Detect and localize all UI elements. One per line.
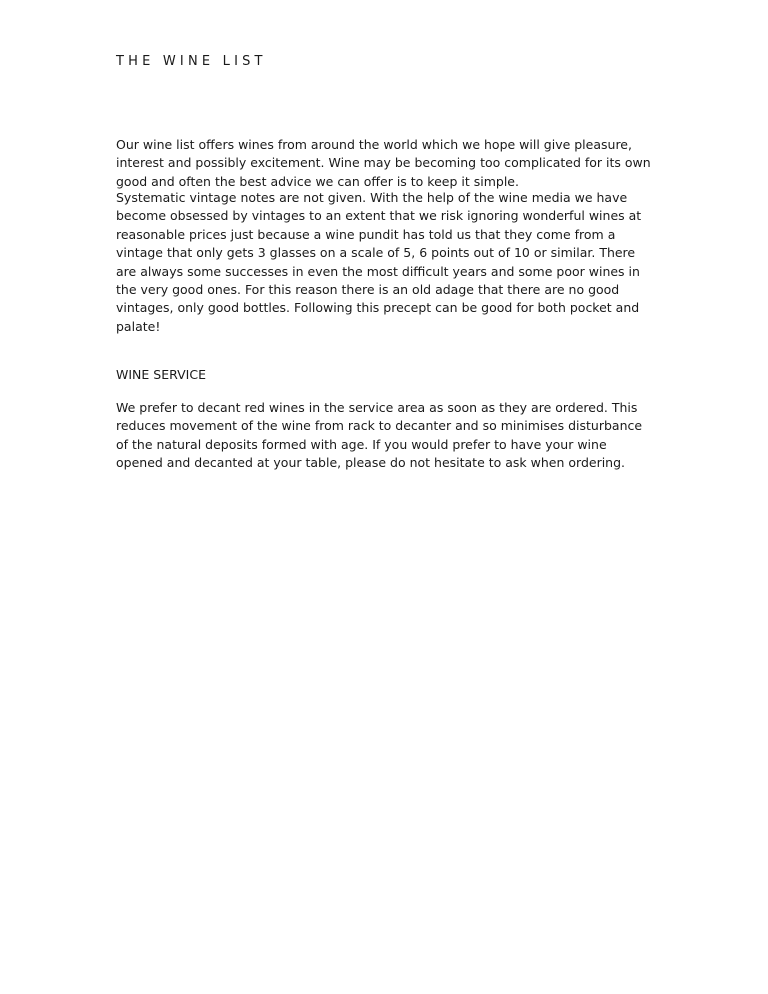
wine-service-heading: WINE SERVICE: [116, 367, 206, 382]
wine-service-paragraph: We prefer to decant red wines in the service area as soon as they are ordered. This reduces movement of the wine from rack to decanter and so minimises disturbance of the natural deposits formed with age. If you would prefer to have your wine opened and decanted at your table, please do not hesitate to ask when ordering.: [116, 400, 643, 471]
intro-paragraph-2: Systematic vintage notes are not given. With the help of the wine media we have become obsessed by vintages to an extent that we risk ignoring wonderful wines at reasonable prices just because a wine pundit has told us that they come from a vintage that only gets 3 glasses on a scale of 5, 6 points out of 10 or similar. There are always some successes in even the most difficult years and some poor wines in the very good ones. For this reason there is an old adage that there are no good vintages, only good bottles. Following this precept can be good for both pocket and palate!: [116, 190, 642, 334]
intro-paragraph-1: Our wine list offers wines from around the world which we hope will give pleasure, interest and possibly excitement. Wine may be becoming too complicated for its own good and often the best advice we can offer is to keep it simple.: [116, 137, 651, 189]
page-title: THE WINE LIST: [116, 54, 267, 69]
